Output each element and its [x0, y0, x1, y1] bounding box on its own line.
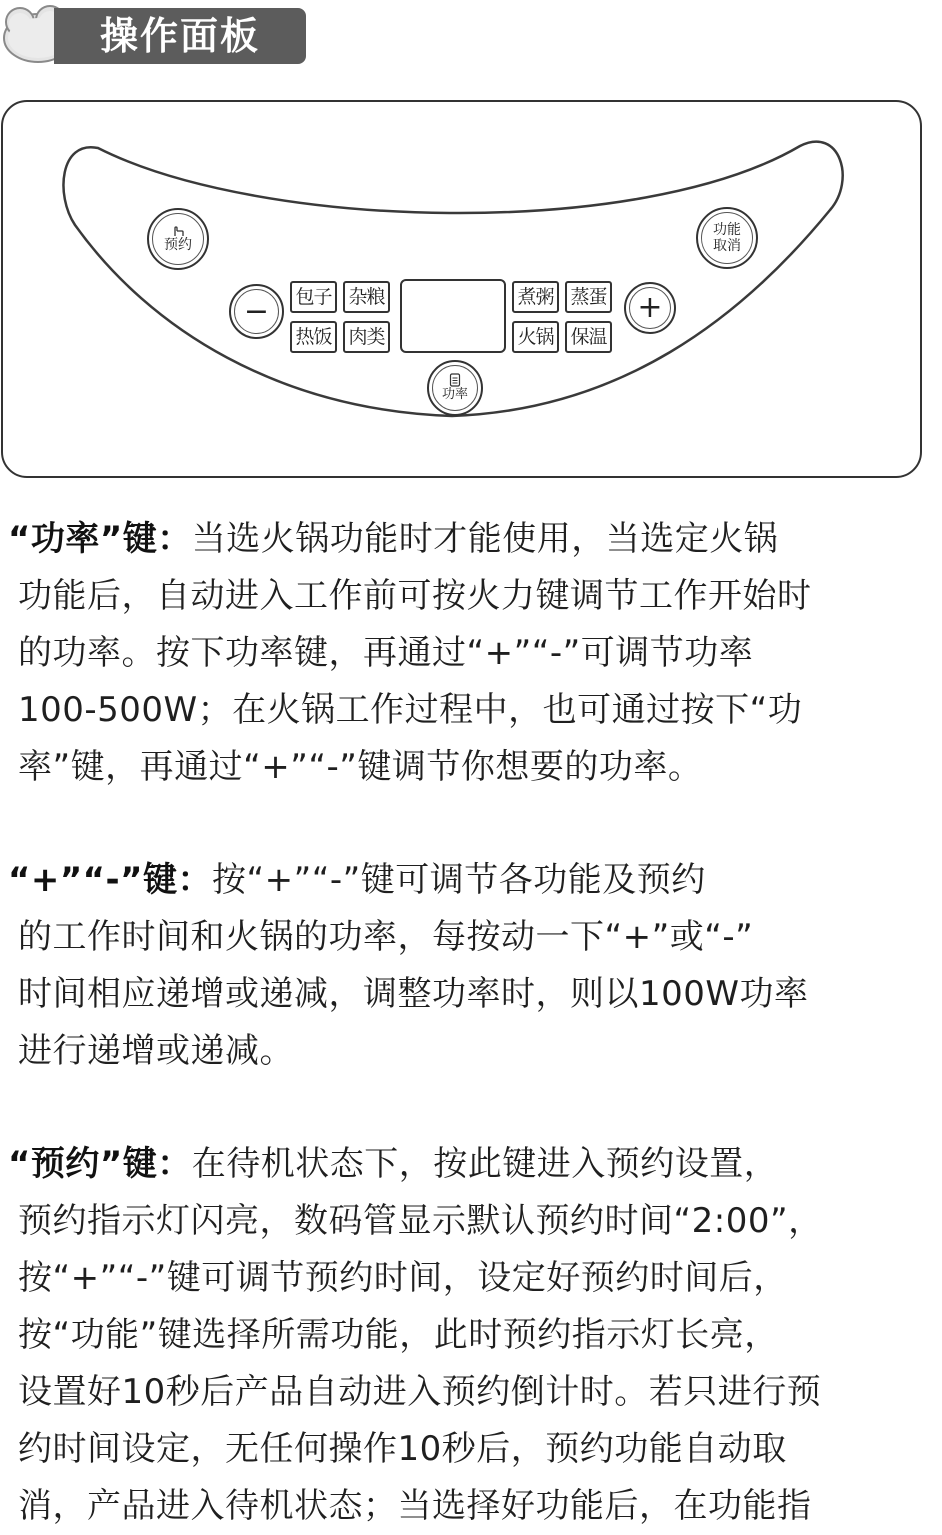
function-key-roulei[interactable]: 肉类	[343, 321, 390, 353]
function-key-refan[interactable]: 热饭	[290, 321, 337, 353]
paragraph-line: 时间相应递增或递减，调整功率时，则以100W功率	[18, 974, 809, 1014]
digital-display	[400, 279, 506, 353]
function-key-huoguo[interactable]: 火锅	[512, 321, 559, 353]
paragraph-line: 预约指示灯闪亮，数码管显示默认预约时间“2:00”，	[18, 1201, 823, 1241]
function-key-zhengdan[interactable]: 蒸蛋	[565, 281, 612, 313]
key-heading: “预约”键：	[8, 1144, 192, 1184]
paragraph-line: 100-500W；在火锅工作过程中，也可通过按下“功	[18, 690, 803, 730]
paragraph-line: 功能后，自动进入工作前可按火力键调节工作开始时	[18, 576, 812, 616]
paragraph-line: 设置好10秒后产品自动进入预约倒计时。若只进行预	[18, 1372, 822, 1412]
cancel-label: 取消	[713, 238, 741, 254]
paragraph-line: 进行递增或递减。	[18, 1031, 294, 1071]
power-document-icon	[449, 373, 461, 387]
function-key-zaliang[interactable]: 杂粮	[343, 281, 390, 313]
minus-button[interactable]	[229, 284, 284, 339]
function-key-baowen[interactable]: 保温	[565, 321, 612, 353]
function-cancel-button[interactable]	[696, 207, 758, 269]
page-title: 操作面板	[100, 14, 261, 58]
power-button-label: 功率	[441, 387, 468, 402]
plus-button[interactable]	[624, 282, 676, 334]
paragraph-line: 的工作时间和火锅的功率，每按动一下“+”或“-”	[18, 917, 754, 957]
key-heading: “+”“-”键：	[8, 860, 212, 900]
reserve-key-description	[8, 1136, 938, 1535]
paragraph-line: 的功率。按下功率键，再通过“+”“-”可调节功率	[18, 633, 754, 673]
paragraph-line: 约时间设定，无任何操作10秒后，预约功能自动取	[18, 1429, 787, 1469]
plus-label: +	[637, 290, 663, 325]
section-header	[0, 0, 310, 70]
power-key-description	[8, 511, 938, 796]
paragraph-line: 按“+”“-”键可调节预约时间，设定好预约时间后，	[18, 1258, 788, 1298]
paragraph-line: 消，产品进入待机状态；当选择好功能后，在功能指	[18, 1486, 812, 1526]
minus-label: −	[243, 293, 270, 329]
reserve-button[interactable]	[147, 208, 209, 270]
paragraph-line: “+”“-”键：按“+”“-”键可调节各功能及预约	[8, 860, 706, 900]
function-key-baozi[interactable]: 包子	[290, 281, 337, 313]
plus-minus-key-description	[8, 852, 938, 1080]
power-button[interactable]	[427, 360, 483, 416]
paragraph-line: “功率”键：当选火锅功能时才能使用，当选定火锅	[8, 519, 779, 559]
paragraph-line: 率”键，再通过“+”“-”键调节你想要的功率。	[18, 747, 703, 787]
paragraph-line: 按“功能”键选择所需功能，此时预约指示灯长亮，	[18, 1315, 779, 1355]
function-key-zhuzhou[interactable]: 煮粥	[512, 281, 559, 313]
function-label: 功能	[713, 222, 741, 238]
paragraph-line: “预约”键：在待机状态下，按此键进入预约设置，	[8, 1144, 779, 1184]
hand-pointer-icon	[171, 225, 185, 237]
key-heading: “功率”键：	[8, 519, 192, 559]
reserve-button-label: 预约	[164, 237, 192, 253]
